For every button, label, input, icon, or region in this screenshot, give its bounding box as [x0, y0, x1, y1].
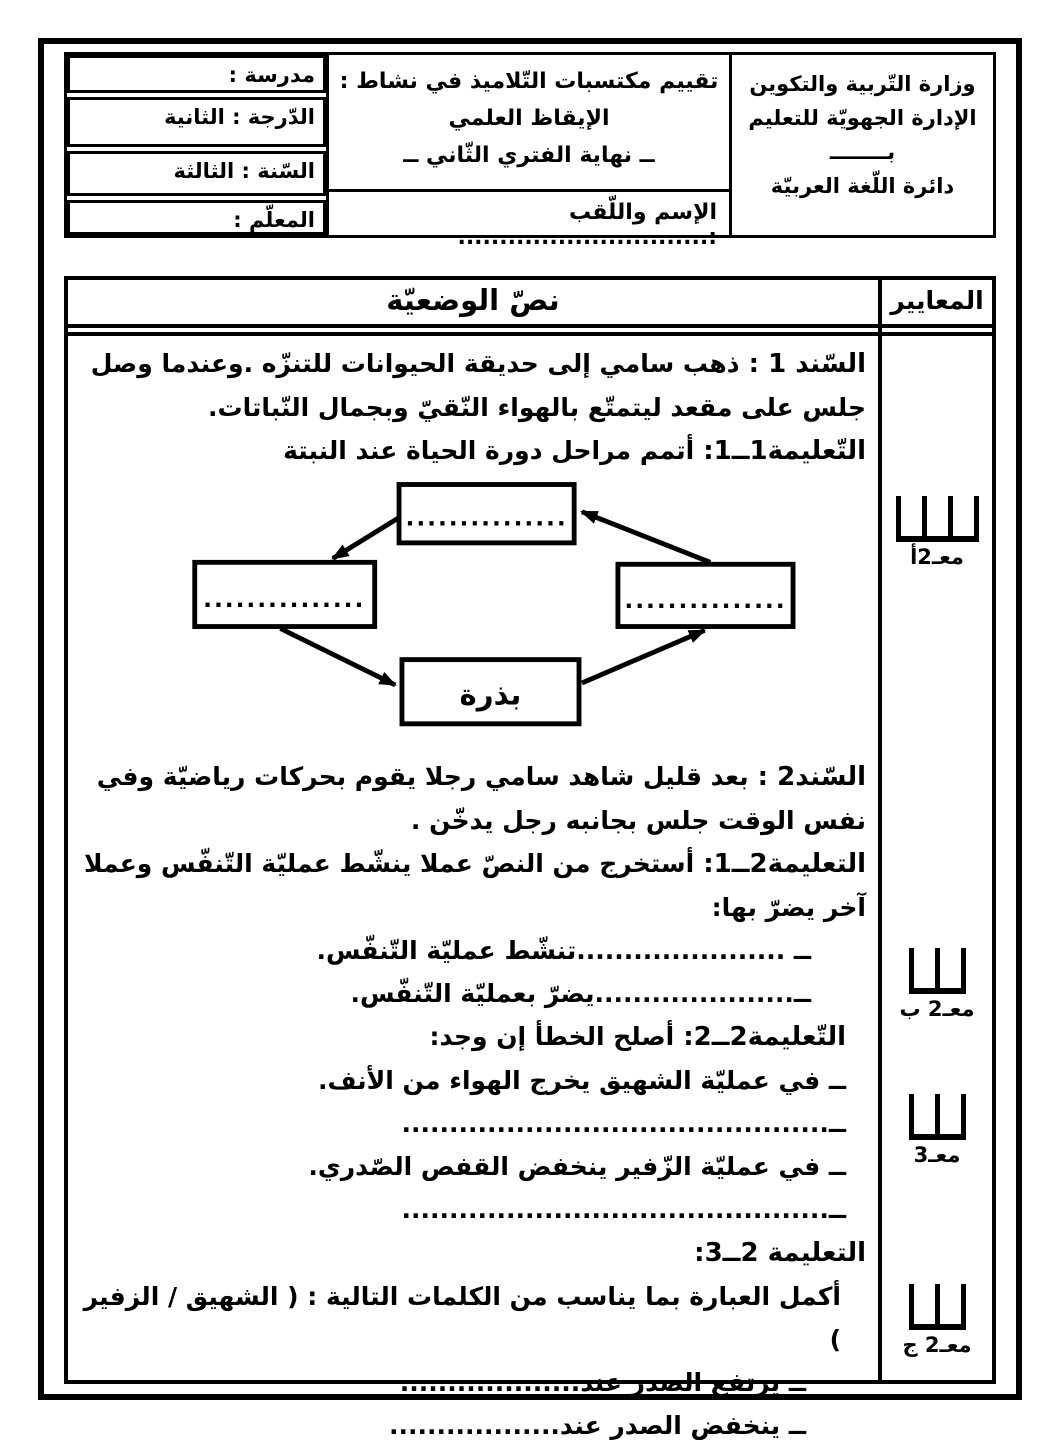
situation-table-header — [68, 280, 992, 324]
teacher-field: المعلّم : — [67, 200, 326, 235]
lead-label: السّند2 : — [748, 762, 866, 792]
text-line — [78, 842, 866, 929]
grade-field: الدّرجة : الثانية — [67, 97, 326, 147]
ministry-line-4: دائرة اللّغة العربيّة — [770, 174, 955, 198]
score-boxes — [909, 948, 966, 994]
text-line — [78, 929, 866, 972]
double-line-separator — [68, 324, 992, 336]
text-line — [78, 1275, 866, 1361]
criteria-item — [882, 496, 992, 569]
line-text: ــ............................................. — [401, 1195, 846, 1224]
criteria-item — [882, 948, 992, 1021]
situation-header: نصّ الوضعيّة — [386, 283, 560, 317]
criteria-label: معـ2 ب — [899, 997, 975, 1021]
score-boxes — [909, 1094, 966, 1140]
criteria-column — [878, 336, 992, 1380]
year-field: السّنة : الثالثة — [67, 151, 326, 196]
score-boxes — [896, 496, 979, 542]
questions-text — [78, 755, 866, 1447]
text-line — [78, 1102, 866, 1145]
line-text: أتمم مراحل دورة الحياة عند النبتة — [283, 436, 695, 465]
plant-cycle-diagram — [78, 475, 866, 749]
title-line-3: ــ نهاية الفتري الثّاني ــ — [403, 143, 655, 168]
assessment-title — [329, 55, 729, 189]
cycle-svg — [78, 475, 866, 745]
ministry-line-2: الإدارة الجهويّة للتعليم — [748, 106, 977, 130]
text-line — [78, 1015, 866, 1059]
situation-content — [68, 336, 878, 1440]
criteria-item — [882, 1284, 992, 1357]
text-line — [78, 1361, 866, 1404]
arrow-top-to-left — [333, 518, 399, 559]
line-text: ــ............................................. — [401, 1109, 846, 1138]
arrow-seed-to-right — [582, 630, 705, 683]
intro-text — [78, 342, 866, 473]
criteria-label: معـ3 — [913, 1143, 961, 1167]
line-text: بعد قليل شاهد سامي رجلا يقوم بحركات رياضيّة وفي نفس الوقت جلس بجانبه رجل يدخّن . — [96, 762, 866, 835]
line-text: ــ في عمليّة الشهيق يخرج الهواء من الأنف. — [317, 1066, 846, 1095]
text-line — [78, 755, 866, 842]
line-text: أستخرج من النصّ عملا ينشّط عمليّة التّنفّس وعملا آخر يضرّ بها: — [83, 849, 866, 922]
line-text: ــ.....................يضرّ بعمليّة التّنفّس. — [350, 979, 811, 1008]
text-line — [78, 1231, 866, 1275]
title-block — [329, 55, 729, 250]
ministry-line-3: بــــــــ — [829, 140, 896, 164]
diagram-seed-label: بذرة — [459, 677, 522, 712]
lead-label: التّعليمة2ــ2: — [674, 1022, 846, 1052]
lead-label: السّند 1 : — [739, 349, 866, 379]
header-table — [64, 52, 996, 250]
line-text: ــ ينخفض الصدر عند.................. — [388, 1411, 806, 1440]
title-line-1: تقييم مكتسبات التّلاميذ في نشاط : — [339, 69, 719, 94]
arrow-left-to-seed — [280, 628, 395, 684]
criteria-item — [882, 1094, 992, 1167]
criteria-label: معـ2 ج — [902, 1333, 972, 1357]
ministry-block — [729, 55, 993, 235]
text-line — [78, 972, 866, 1015]
situation-table — [64, 276, 996, 1440]
text-line — [78, 1404, 866, 1447]
text-line — [78, 1145, 866, 1188]
line-text: ــ ......................تنشّط عمليّة التّنفّس. — [316, 936, 811, 965]
lead-label: التعليمة2ــ1: — [694, 849, 866, 879]
line-text: أصلح الخطأ إن وجد: — [429, 1022, 675, 1051]
text-line — [78, 1188, 866, 1231]
text-line — [78, 342, 866, 429]
lead-label: التعليمة 2ــ3: — [694, 1238, 866, 1268]
text-line — [78, 1059, 866, 1102]
line-text: ــ في عمليّة الزّفير ينخفض القفص الصّدري. — [308, 1152, 846, 1181]
criteria-label: معـ2أ — [910, 545, 964, 569]
student-name-line: الإسم واللّقب :.............................. — [329, 189, 729, 235]
document-page — [38, 38, 1022, 1440]
situation-table-body — [68, 336, 992, 1440]
diagram-right-label: ............... — [624, 586, 787, 615]
line-text: أكمل العبارة بما يناسب من الكلمات التالية : ( الشهيق / الزفير ) — [83, 1282, 841, 1354]
score-boxes — [909, 1284, 966, 1330]
school-info-column — [67, 55, 329, 235]
lead-label: التّعليمة1ــ1: — [694, 436, 866, 466]
school-field: مدرسة : — [67, 55, 326, 93]
diagram-top-label: ............... — [405, 503, 568, 532]
line-text: ــ يرتفع الصدر عند................... — [399, 1368, 806, 1397]
line-text: ذهب سامي إلى حديقة الحيوانات للتنزّه .وعندما وصل جلس على مقعد ليتمتّع بالهواء النّقيّ وبجمال النّباتات. — [90, 349, 866, 422]
criteria-header: المعايير — [878, 280, 992, 324]
ministry-line-1: وزارة التّربية والتكوين — [749, 72, 976, 96]
title-line-2: الإيقاظ العلمي — [448, 106, 610, 131]
text-line — [78, 429, 866, 473]
diagram-left-label: ............... — [203, 585, 366, 614]
arrow-right-to-top — [582, 512, 710, 563]
